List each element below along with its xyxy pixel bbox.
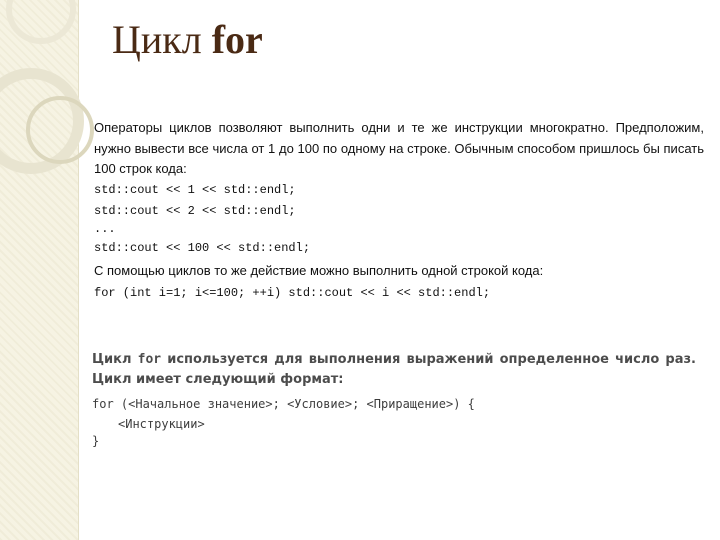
code-line: ... (94, 222, 116, 236)
intro-paragraph: Операторы циклов позволяют выполнить одни и те же инструкции многократно. Предположим, нужно вывести все числа от 1 до 100 по одному на строке. Обычным способом пришлось бы писать 100 строк кода: (94, 120, 704, 176)
slide-title-text: Цикл (112, 17, 212, 62)
decorative-ring-icon (26, 96, 94, 164)
code-line: std::cout << 1 << std::endl; (94, 183, 296, 197)
loop-paragraph: С помощью циклов то же действие можно выполнить одной строкой кода: (94, 263, 544, 278)
scanned-text-before: Цикл (92, 352, 138, 367)
for-code-line: for (int i=1; i<=100; ++i) std::cout << i << std::endl; (94, 286, 491, 300)
syntax-line: } (92, 434, 100, 448)
scanned-keyword: for (137, 352, 162, 367)
scanned-description (92, 350, 696, 390)
slide-title-keyword: for (211, 17, 263, 62)
syntax-line: <Инструкции> (118, 417, 205, 431)
code-line: std::cout << 100 << std::endl; (94, 241, 311, 255)
slide-title (112, 14, 263, 66)
scanned-text-after: используется для выполнения выражений определенное число раз. Цикл имеет следующий формат: (92, 352, 696, 387)
syntax-line: for (<Начальное значение>; <Условие>; <Приращение>) { (92, 397, 475, 411)
code-line: std::cout << 2 << std::endl; (94, 204, 296, 218)
